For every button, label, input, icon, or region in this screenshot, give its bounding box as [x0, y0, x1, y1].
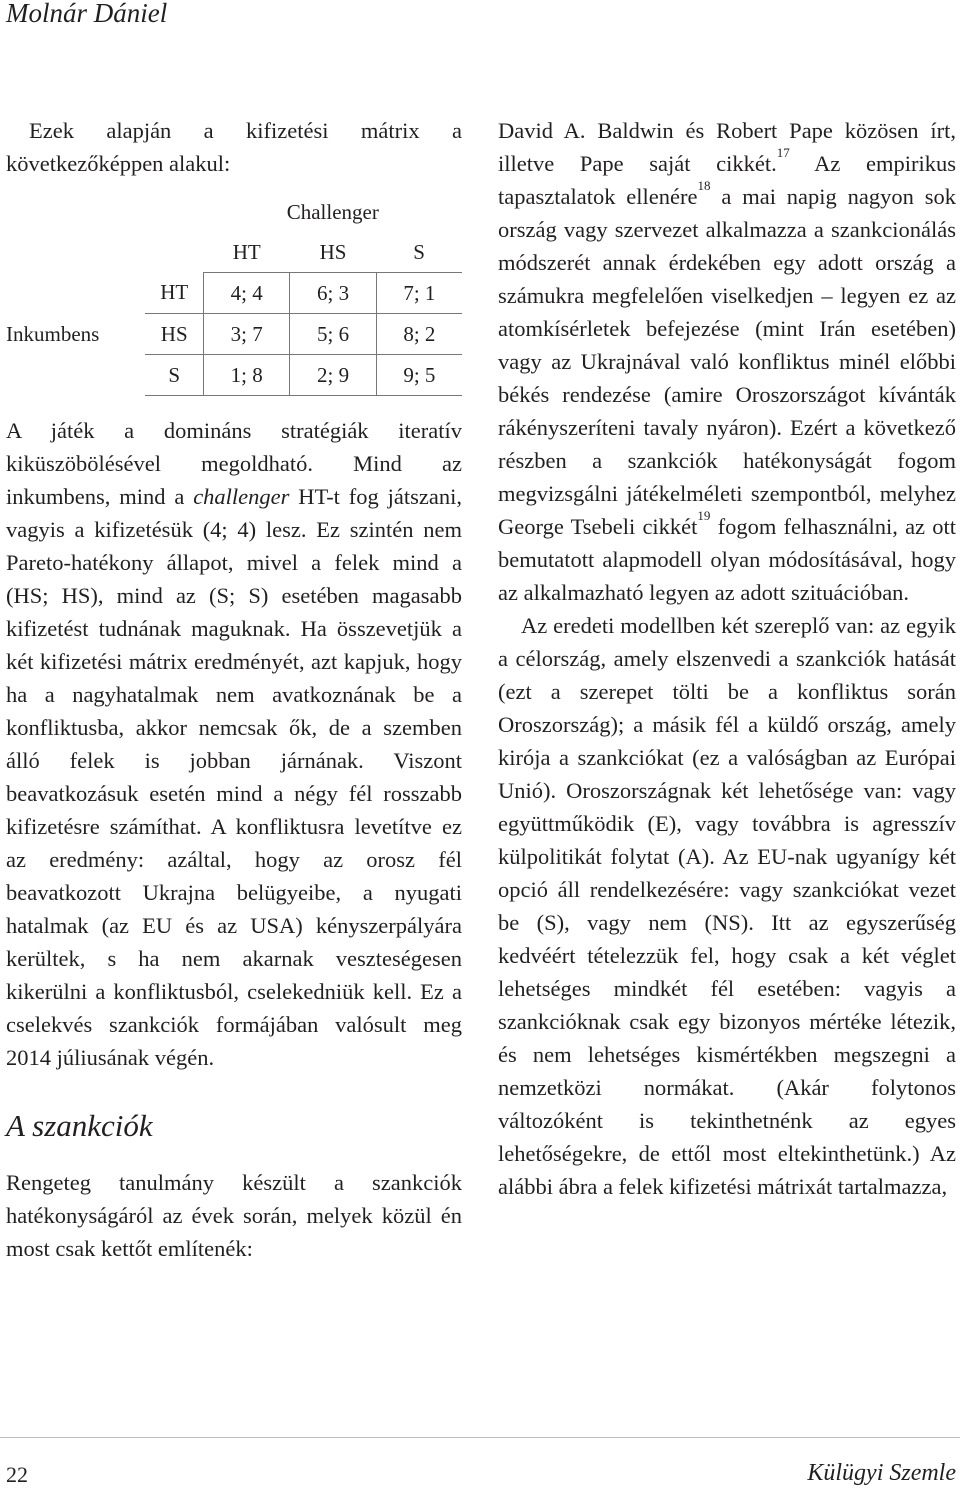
payoff-matrix: [6, 192, 462, 396]
footnote-ref-17[interactable]: 17: [776, 145, 790, 160]
payoff-cell: 8; 2: [376, 314, 462, 355]
payoff-cell: 4; 4: [204, 273, 290, 314]
body-paragraph: [498, 114, 956, 609]
column-strategy-s: S: [376, 232, 462, 273]
payoff-cell: 3; 7: [204, 314, 290, 355]
body-paragraph: Az eredeti modellben két szereplő van: az egyik a célország, amely elszenvedi a szankciók hatását (ezt a szerepet tölti be a konfliktus során Oroszország); a másik fél a küldő ország, amely kirója a szankciókat (ez a valóságban az Európai Unió). Oroszországnak két lehetősége van: vagy együttműködik (E), vagy továbbra is agresszív külpolitikát folytat (A). Az EU-nak ugyanígy két opció áll rendelkezésére: vagy szankciókat vezet be (S), vagy nem (NS). Itt az egyszerűség kedvéért tételezzük fel, hogy csak a két véglet lehetséges mindkét fél esetében: vagyis a szankcióknak csak egy bizonyos mértéke létezik, és nem lehetséges kismértékben megszegni a nemzetközi normákat. (Akár folytonos változóként is tekinthetnénk az egyes lehetőségekre, de ettől most eltekinthetünk.) Az alábbi ábra a felek kifizetési mátrixát tartalmazza,: [498, 613, 956, 1199]
payoff-cell: 7; 1: [376, 273, 462, 314]
payoff-cell: 2; 9: [290, 355, 376, 396]
column-strategy-ht: HT: [204, 232, 290, 273]
row-strategy-ht: HT: [145, 273, 203, 314]
footnote-ref-19[interactable]: 19: [697, 508, 711, 523]
left-column: [6, 114, 462, 1265]
body-paragraph: [6, 414, 462, 1074]
section-heading: A szankciók: [6, 1108, 153, 1143]
text-run: a mai napig nagyon sok ország vagy szervezet alkalmazza a szankcionálás módszerét annak érdekében egy adott ország a számukra megfelelően viselkedjen – legyen ez az atomkísérletek befejezése (mint Irán esetében) vagy az Ukrajnával való konfliktus minél előbbi békés rendezése (amire Oroszországot kívánták rákényszeríteni tavaly nyáron). Ezért a következő részben a szankciók hatékonyságát fogom megvizsgálni játékelméleti szempontból, melyhez George Tsebeli cikkét: [498, 184, 956, 539]
payoff-cell: 9; 5: [376, 355, 462, 396]
running-head-author: Molnár Dániel: [6, 0, 168, 28]
page-number: 22: [6, 1462, 28, 1487]
journal-name: Külügyi Szemle: [807, 1460, 956, 1486]
text-run: fogom felhasználni, az ott bemutatott alapmodell olyan módosításával, hogy az alkalmazható legyen az adott szituációban.: [498, 514, 956, 605]
text-run: Az empirikus tapasztalatok ellenére: [498, 151, 957, 209]
right-column: [498, 114, 956, 1203]
body-paragraph: Rengeteg tanulmány készült a szankciók hatékonyságáról az évek során, melyek közül én most csak kettőt említenék:: [6, 1170, 462, 1261]
row-player-label: Inkumbens: [6, 321, 100, 346]
text-run: HT-t fog játszani, vagyis a kifizetésük (4; 4) lesz. Ez szintén nem Pareto-hatékony állapot, mivel a felek mind a (HS; HS), mind az (S; S) esetében magasabb kifizetést tudnának maguknak. Ha összevetjük a két kifizetési mátrix eredményét, azt kapjuk, hogy ha a nagyhatalmak nem avatkoznának be a konfliktusba, akkor nemcsak ők, de a szemben álló felek is jobban járnának. Viszont beavatkozásuk esetén mind a négy fél rosszabb kifizetésre számíthat. A konfliktusra levetítve ez az eredmény: azáltal, hogy az orosz fél beavatkozott Ukrajna belügyeibe, a nyugati hatalmak (az EU és az USA) kényszerpályára kerültek, s ha nem akarnak veszteségesen kikerülni a konfliktusból, cselekedniük kell. Ez a cselekvés szankciók formájában valósult meg 2014 júliusának végén.: [6, 484, 462, 1070]
payoff-cell: 1; 8: [204, 355, 290, 396]
footnote-ref-18[interactable]: 18: [697, 178, 711, 193]
column-player-label: Challenger: [286, 199, 379, 224]
intro-paragraph: Ezek alapján a kifizetési mátrix a következőképpen alakul:: [6, 118, 462, 176]
emphasis-challenger: challenger: [193, 484, 290, 509]
text-run: David A. Baldwin és Robert Pape közösen írt, illetve Pape saját cikkét.: [498, 118, 956, 176]
payoff-cell: 5; 6: [290, 314, 376, 355]
text-run: A játék a domináns stratégiák iteratív kiküszöbölésével megoldható. Mind az inkumbens, mind a: [6, 418, 462, 509]
payoff-cell: 6; 3: [290, 273, 376, 314]
column-strategy-hs: HS: [290, 232, 376, 273]
row-strategy-hs: HS: [145, 314, 203, 355]
row-strategy-s: S: [145, 355, 203, 396]
footer-rule: [0, 1437, 960, 1438]
